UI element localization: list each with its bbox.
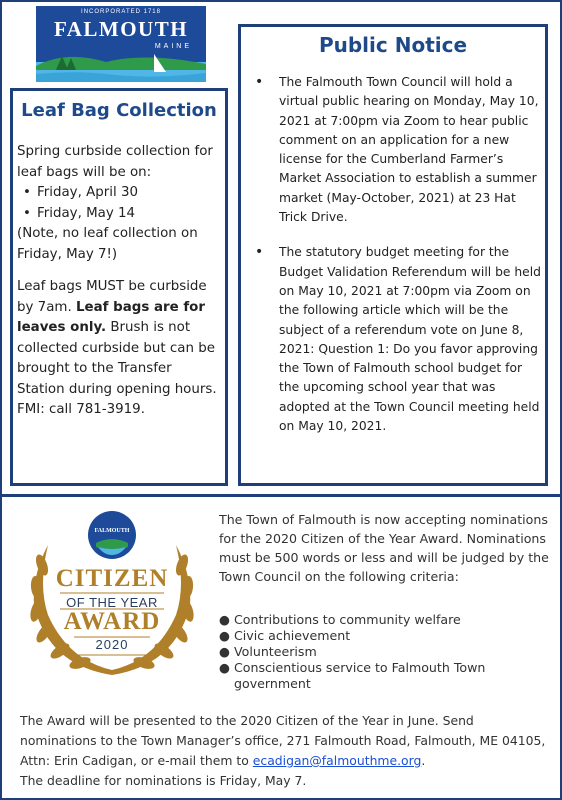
bullet-icon: •: [23, 185, 31, 200]
logo-name: FALMOUTH: [53, 17, 189, 41]
notice-item: [255, 73, 541, 227]
award-footer: [20, 711, 550, 791]
leaf-bag-date: • Friday, April 30: [17, 183, 223, 204]
leaf-bag-body: [17, 142, 223, 421]
notice-item: [255, 243, 541, 436]
criteria-item: ● Volunteerism: [219, 644, 317, 659]
award-line-award: AWARD: [63, 608, 161, 635]
falmouth-seal: [88, 511, 136, 559]
section-divider: [2, 494, 560, 497]
leaf-bag-title: Leaf Bag Collection: [21, 100, 217, 121]
logo-state: MAINE: [154, 43, 192, 50]
bullet-icon: ●: [219, 628, 230, 643]
landscape-icon: [36, 48, 206, 82]
leaf-bag-dates: [17, 183, 223, 224]
award-line-citizen: CITIZEN: [55, 565, 169, 592]
criteria-item: ● Civic achievement: [219, 628, 351, 643]
award-line-of-the-year: OF THE YEAR: [66, 595, 158, 610]
public-notice-list: [255, 73, 541, 452]
bullet-icon: ●: [219, 644, 230, 659]
bullet-icon: •: [255, 244, 264, 261]
leaf-bag-rules-bold: Leaf bags are for leaves only.: [17, 299, 205, 335]
email-link[interactable]: ecadigan@falmouthme.org: [252, 753, 422, 768]
bullet-icon: •: [23, 205, 31, 221]
public-notice-box: [238, 24, 548, 486]
bullet-icon: ●: [219, 660, 230, 675]
bullet-icon: ●: [219, 612, 230, 627]
award-criteria-list: [219, 612, 549, 692]
falmouth-logo: [36, 6, 206, 82]
award-deadline: The deadline for nominations is Friday, May 7.: [20, 773, 307, 788]
award-year: 2020: [95, 637, 129, 652]
award-intro: The Town of Falmouth is now accepting nominations for the 2020 Citizen of the Year Award. Nominations must be 500 words or less and will be judged by the Town Council on the following criteria:: [219, 512, 549, 584]
criteria-item: ● Contributions to community welfare: [219, 612, 461, 627]
leaf-bag-note: (Note, no leaf collection on Friday, May 7!): [17, 226, 198, 262]
seal-landscape-icon: [88, 511, 136, 559]
award-description: [219, 510, 549, 586]
logo-incorporated: INCORPORATED 1718: [81, 9, 161, 15]
leaf-bag-rules: Leaf bags MUST be curbside by 7am. Leaf bags are for leaves only. Brush is not collected curbside but can be brought to the Transfer Station during opening hours. FMI: call 781-3919.: [17, 279, 217, 417]
leaf-bag-intro: Spring curbside collection for leaf bags will be on:: [17, 144, 213, 180]
leaf-bag-box: [10, 88, 228, 486]
bullet-icon: •: [255, 74, 264, 90]
seal-text: FALMOUTH: [94, 528, 130, 534]
citizen-award-graphic: [18, 505, 196, 683]
award-submission-text: The Award will be presented to the 2020 Citizen of the Year in June. Send nominations to the Town Manager’s office, 271 Falmouth Road, Falmouth, ME 04105, Attn: Erin Cadigan, or e-mail them to ecadigan@falmouthme.org.: [20, 713, 546, 768]
public-notice-title: Public Notice: [318, 33, 468, 57]
notice-item-text: The statutory budget meeting for the Budget Validation Referendum will be held on May 10, 2021 at 7:00pm via Zoom on the following article which will be the subject of a referendum vote on June 8, 2021: Question 1: Do you favor approving the Town of Falmouth school budget for the upcoming school year that was adopted at the Town Council meeting held on May 10, 2021.: [279, 245, 541, 434]
criteria-item: ● Conscientious service to Falmouth Town government: [219, 660, 486, 691]
notice-item-text: The Falmouth Town Council will hold a virtual public hearing on Monday, May 10, 2021 at 7:00pm via Zoom to hear public comment on an application for a new license for the Cumberland Farmer’s Market Association to establish a summer market (May-October, 2021) at 23 Hat Trick Drive.: [279, 75, 539, 225]
leaf-bag-date: • Friday, May 14: [17, 204, 223, 225]
